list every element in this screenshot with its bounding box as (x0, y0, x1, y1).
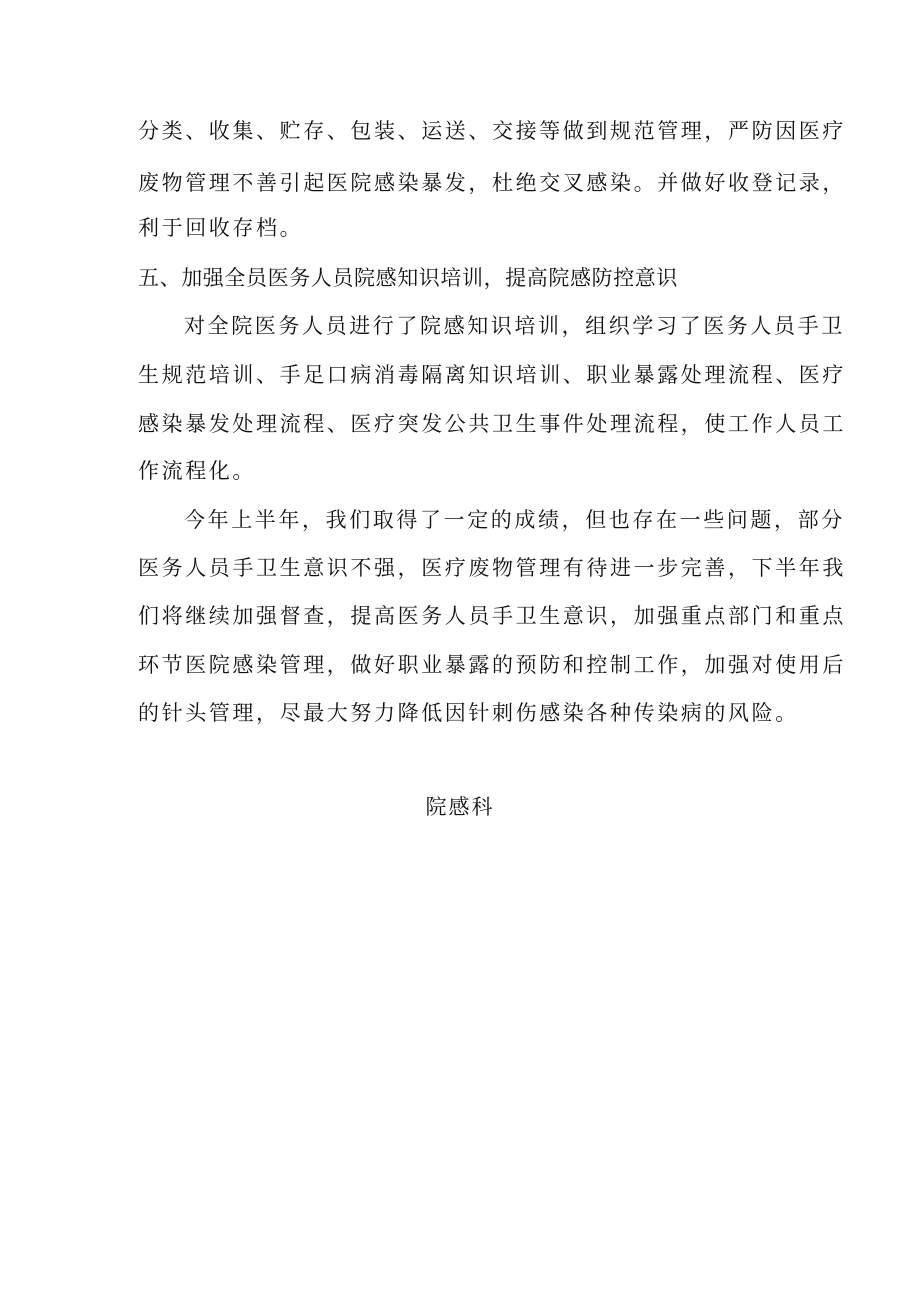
paragraph-line: 作流程化。 (138, 459, 256, 483)
section-heading: 五、加强全员医务人员院感知识培训，提高院感防控意识 (138, 266, 678, 290)
signature: 院感科 (425, 795, 495, 819)
paragraph-line: 今年上半年，我们取得了一定的成绩，但也存在一些问题，部分 (184, 508, 845, 532)
paragraph-line: 利于回收存档。 (138, 216, 304, 240)
paragraph-line: 生规范培训、手足口病消毒隔离知识培训、职业暴露处理流程、医疗 (138, 363, 846, 387)
paragraph-line: 环节医院感染管理，做好职业暴露的预防和控制工作，加强对使用后 (138, 653, 846, 677)
paragraph-line: 的针头管理，尽最大努力降低因针刺伤感染各种传染病的风险。 (138, 701, 799, 725)
paragraph-line: 医务人员手卫生意识不强，医疗废物管理有待进一步完善，下半年我 (138, 556, 846, 580)
paragraph-line: 感染暴发处理流程、医疗突发公共卫生事件处理流程，使工作人员工 (138, 412, 846, 436)
paragraph-line: 对全院医务人员进行了院感知识培训，组织学习了医务人员手卫 (184, 314, 845, 338)
paragraph-line: 们将继续加强督查，提高医务人员手卫生意识，加强重点部门和重点 (138, 604, 846, 628)
paragraph-line: 分类、收集、贮存、包装、运送、交接等做到规范管理，严防因医疗 (138, 119, 846, 143)
paragraph-line: 废物管理不善引起医院感染暴发，杜绝交叉感染。并做好收登记录， (138, 171, 846, 195)
